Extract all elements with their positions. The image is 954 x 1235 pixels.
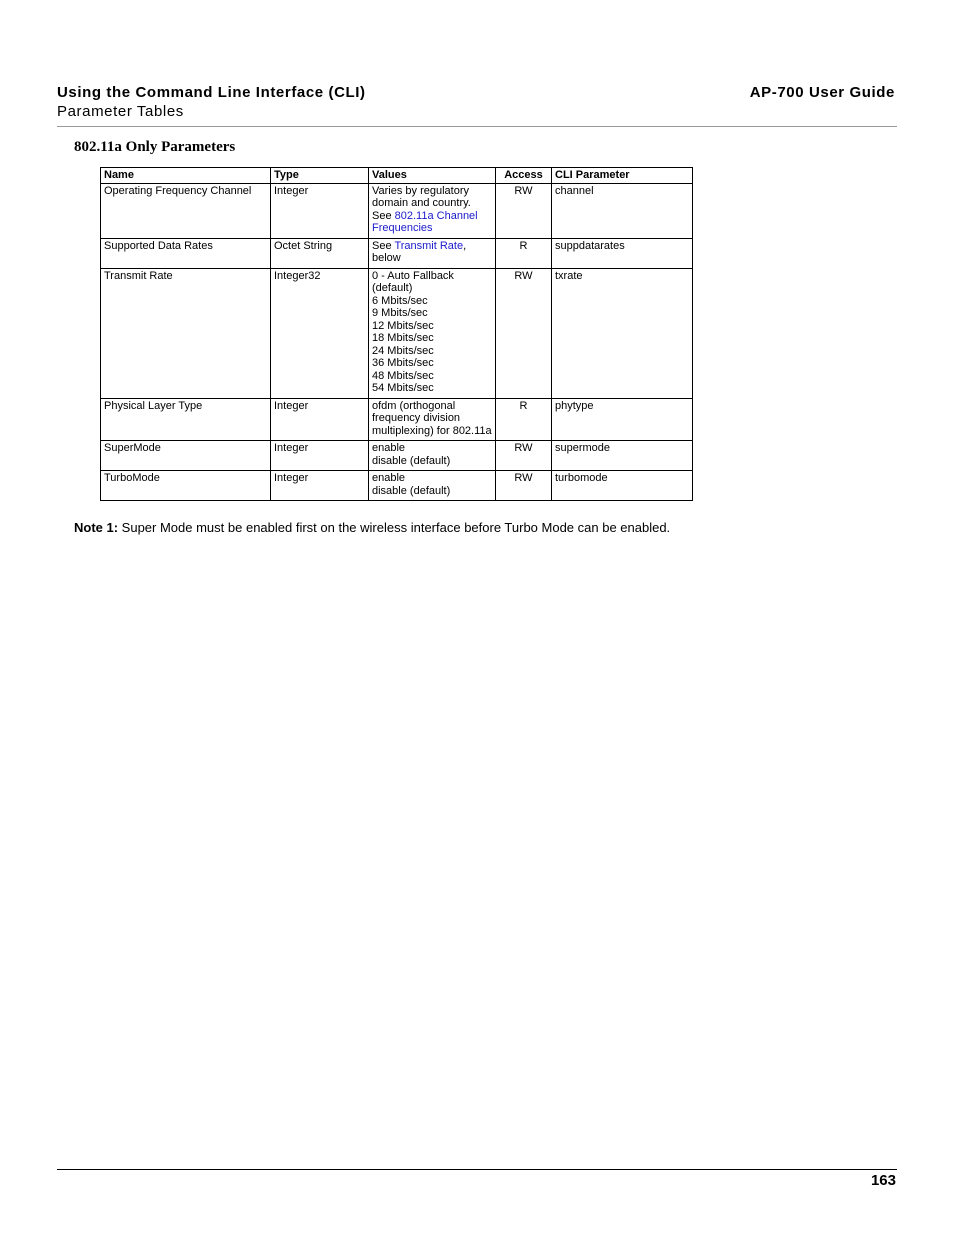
cell-access: RW bbox=[496, 268, 552, 398]
value-line: 48 Mbits/sec bbox=[372, 369, 434, 382]
cell-values bbox=[369, 183, 496, 238]
cell-type: Integer bbox=[271, 441, 369, 471]
cell-access: R bbox=[496, 398, 552, 441]
column-header-cli-parameter: CLI Parameter bbox=[552, 168, 693, 184]
value-line: 0 - Auto Fallback (default) bbox=[372, 269, 454, 294]
table-header-row bbox=[101, 168, 693, 184]
cell-cli-parameter: turbomode bbox=[552, 471, 693, 501]
column-header-access: Access bbox=[496, 168, 552, 184]
cell-name: TurboMode bbox=[101, 471, 271, 501]
values-text: Varies by regulatory domain and country. See bbox=[372, 184, 471, 222]
cell-values bbox=[369, 238, 496, 268]
table-row bbox=[101, 238, 693, 268]
parameters-table bbox=[100, 167, 693, 501]
channel-frequencies-link[interactable]: 802.11a Channel Frequencies bbox=[372, 209, 478, 234]
value-line: disable (default) bbox=[372, 484, 451, 497]
cell-cli-parameter: txrate bbox=[552, 268, 693, 398]
note bbox=[74, 520, 670, 535]
cell-type: Integer bbox=[271, 183, 369, 238]
table-row bbox=[101, 398, 693, 441]
table-row bbox=[101, 471, 693, 501]
table-row bbox=[101, 441, 693, 471]
value-line: enable bbox=[372, 442, 406, 454]
cell-type: Integer bbox=[271, 398, 369, 441]
transmit-rate-link[interactable]: Transmit Rate bbox=[394, 239, 464, 252]
cell-cli-parameter: suppdatarates bbox=[552, 238, 693, 268]
table-row bbox=[101, 183, 693, 238]
cell-name: Operating Frequency Channel bbox=[101, 183, 271, 238]
footer-divider bbox=[57, 1169, 897, 1170]
value-line: 24 Mbits/sec bbox=[372, 344, 434, 357]
value-line: disable (default) bbox=[372, 454, 451, 467]
note-label: Note 1: bbox=[74, 520, 119, 535]
cell-cli-parameter: supermode bbox=[552, 441, 693, 471]
header-divider bbox=[57, 126, 897, 127]
cell-name: Physical Layer Type bbox=[101, 398, 271, 441]
cell-access: R bbox=[496, 238, 552, 268]
section-title: 802.11a Only Parameters bbox=[74, 139, 236, 155]
cell-values bbox=[369, 441, 496, 471]
note-text: Super Mode must be enabled first on the wireless interface before Turbo Mode can be enabled. bbox=[118, 520, 671, 535]
value-line: 36 Mbits/sec bbox=[372, 357, 434, 369]
value-line: enable bbox=[372, 472, 406, 484]
guide-title: AP-700 User Guide bbox=[749, 84, 895, 101]
cell-values: ofdm (orthogonal frequency division multiplexing) for 802.11a bbox=[369, 398, 496, 441]
value-line: 12 Mbits/sec bbox=[372, 319, 434, 332]
cell-type: Integer32 bbox=[271, 268, 369, 398]
cell-type: Octet String bbox=[271, 238, 369, 268]
column-header-values: Values bbox=[369, 168, 496, 184]
value-line: 9 Mbits/sec bbox=[372, 307, 428, 319]
cell-type: Integer bbox=[271, 471, 369, 501]
cell-name: Supported Data Rates bbox=[101, 238, 271, 268]
column-header-type: Type bbox=[271, 168, 369, 184]
cell-cli-parameter: channel bbox=[552, 183, 693, 238]
value-line: 18 Mbits/sec bbox=[372, 332, 434, 344]
cell-access: RW bbox=[496, 471, 552, 501]
cell-values bbox=[369, 471, 496, 501]
chapter-title: Using the Command Line Interface (CLI) bbox=[57, 84, 366, 101]
page-number: 163 bbox=[870, 1172, 896, 1189]
value-line: 6 Mbits/sec bbox=[372, 294, 428, 307]
values-text-after: , below bbox=[372, 239, 467, 264]
cell-values bbox=[369, 268, 496, 398]
cell-access: RW bbox=[496, 183, 552, 238]
values-text: See bbox=[372, 239, 395, 252]
column-header-name: Name bbox=[101, 168, 271, 184]
cell-cli-parameter: phytype bbox=[552, 398, 693, 441]
cell-name: Transmit Rate bbox=[101, 268, 271, 398]
cell-name: SuperMode bbox=[101, 441, 271, 471]
cell-access: RW bbox=[496, 441, 552, 471]
value-line: 54 Mbits/sec bbox=[372, 382, 434, 394]
table-row bbox=[101, 268, 693, 398]
section-subtitle: Parameter Tables bbox=[57, 103, 184, 120]
